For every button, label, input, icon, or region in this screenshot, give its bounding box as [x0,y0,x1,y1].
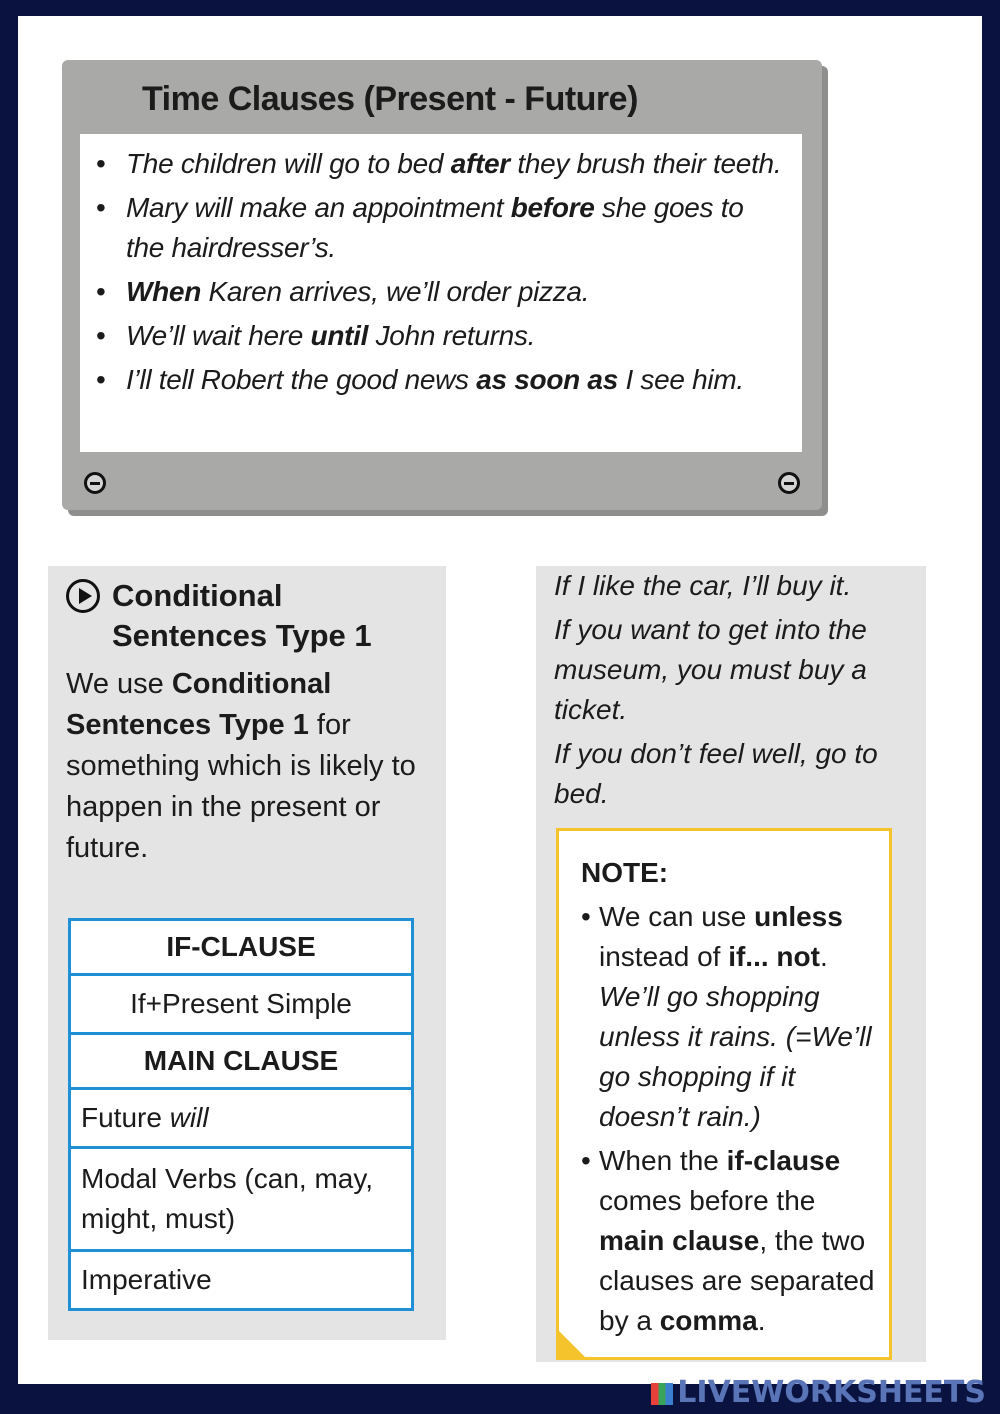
conditional-panel [48,566,446,1340]
note-title: NOTE: [581,857,669,888]
screw-right-icon [778,472,800,494]
conditional-table [68,918,414,1311]
note-box [556,828,892,1360]
list-item: • Mary will make an appointment before she goes to the hairdresser’s. [96,188,786,268]
main-clause-modal: Modal Verbs (can, may, might, must) [70,1148,413,1251]
time-clauses-panel [62,60,822,510]
note-item: • When the if-clause comes before the main clause, the two clauses are separated by a comma. [581,1141,877,1341]
worksheet-page [18,16,982,1384]
liveworksheets-watermark: LIVEWORKSHEETS [651,1375,986,1410]
if-clause-value: If+Present Simple [70,975,413,1034]
time-clauses-title: Time Clauses (Present - Future) [142,80,638,118]
main-clause-imperative: Imperative [70,1251,413,1310]
note-item: • We can use unless instead of if... not. We’ll go shopping unless it rains. (=We’ll go shopping if it doesn’t rain.) [581,897,877,1137]
example-sentence: If you don’t feel well, go to bed. [554,738,878,809]
conditional-description: We use Conditional Sentences Type 1 for something which is likely to happen in the present or future. [66,668,416,864]
if-clause-header: IF-CLAUSE [70,920,413,975]
conditional-heading: Conditional Sentences Type 1 [66,576,436,656]
list-item: • I’ll tell Robert the good news as soon as I see him. [96,360,786,400]
play-arrow-icon [66,579,100,613]
list-item: • When Karen arrives, we’ll order pizza. [96,272,786,312]
examples-panel [536,566,926,1362]
liveworksheets-logo-icon [651,1383,673,1405]
main-clause-header: MAIN CLAUSE [70,1034,413,1089]
list-item: • We’ll wait here until John returns. [96,316,786,356]
note-corner-decoration [556,1328,588,1360]
examples-text [554,566,914,818]
example-sentence: If you want to get into the museum, you must buy a ticket. [554,614,867,725]
list-item: • The children will go to bed after they brush their teeth. [96,144,786,184]
main-clause-future: Future will [70,1089,413,1148]
time-clauses-examples [80,134,802,452]
screw-left-icon [84,472,106,494]
example-sentence: If I like the car, I’ll buy it. [554,570,852,601]
